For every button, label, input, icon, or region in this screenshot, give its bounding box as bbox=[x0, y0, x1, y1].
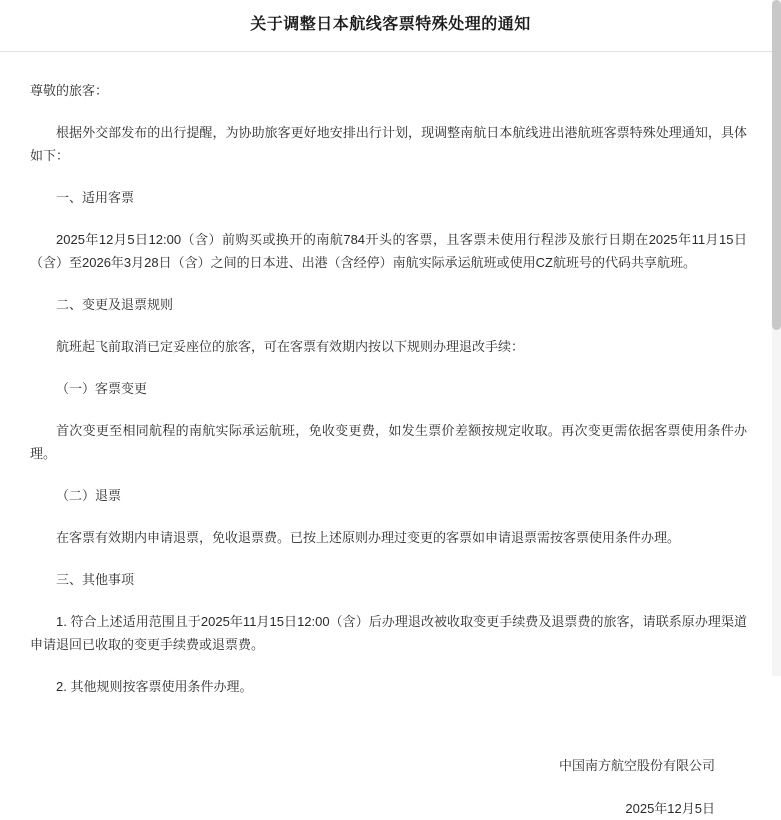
intro-paragraph: 根据外交部发布的出行提醒，为协助旅客更好地安排出行计划，现调整南航日本航线进出港航班客票特殊处理通知，具体如下： bbox=[30, 125, 747, 163]
title-divider bbox=[0, 51, 781, 52]
salutation: 尊敬的旅客： bbox=[30, 83, 109, 98]
subsection-heading-2-2: （二）退票 bbox=[56, 488, 122, 503]
section-2-paragraph-1: 航班起飞前取消已定妥座位的旅客，可在客票有效期内按以下规则办理退改手续： bbox=[56, 339, 525, 354]
section-heading-2: 二、变更及退票规则 bbox=[56, 297, 174, 312]
section-1-paragraph-1: 2025年12月5日12:00（含）前购买或换开的南航784开头的客票，且客票未使用行程涉及旅行日期在2025年11月15日（含）至2026年3月28日（含）之间的日本进、出港（含经停）南航实际承运航班或使用CZ航班号的代码共享航班。 bbox=[30, 232, 747, 270]
scrollbar-thumb[interactable] bbox=[772, 0, 781, 330]
subsection-2-1-paragraph-1: 首次变更至相同航程的南航实际承运航班，免收变更费，如发生票价差额按规定收取。再次变更需依据客票使用条件办理。 bbox=[30, 423, 747, 461]
section-3-paragraph-2: 2. 其他规则按客票使用条件办理。 bbox=[56, 679, 253, 694]
subsection-2-2-paragraph-1: 在客票有效期内申请退票，免收退票费。已按上述原则办理过变更的客票如申请退票需按客票使用条件办理。 bbox=[56, 530, 681, 545]
signature-company: 中国南方航空股份有限公司 bbox=[558, 758, 715, 773]
section-3-paragraph-1: 1. 符合上述适用范围且于2025年11月15日12:00（含）后办理退改被收取变更手续费及退票费的旅客，请联系原办理渠道申请退回已收取的变更手续费或退票费。 bbox=[30, 614, 747, 652]
section-heading-3: 三、其他事项 bbox=[56, 572, 135, 587]
section-heading-1: 一、适用客票 bbox=[56, 190, 135, 205]
page-title: 关于调整日本航线客票特殊处理的通知 bbox=[250, 16, 531, 33]
scrollbar-track[interactable] bbox=[772, 0, 781, 676]
subsection-heading-2-1: （一）客票变更 bbox=[56, 381, 148, 396]
notice-body bbox=[0, 80, 781, 820]
signature-date: 2025年12月5日 bbox=[625, 801, 715, 816]
